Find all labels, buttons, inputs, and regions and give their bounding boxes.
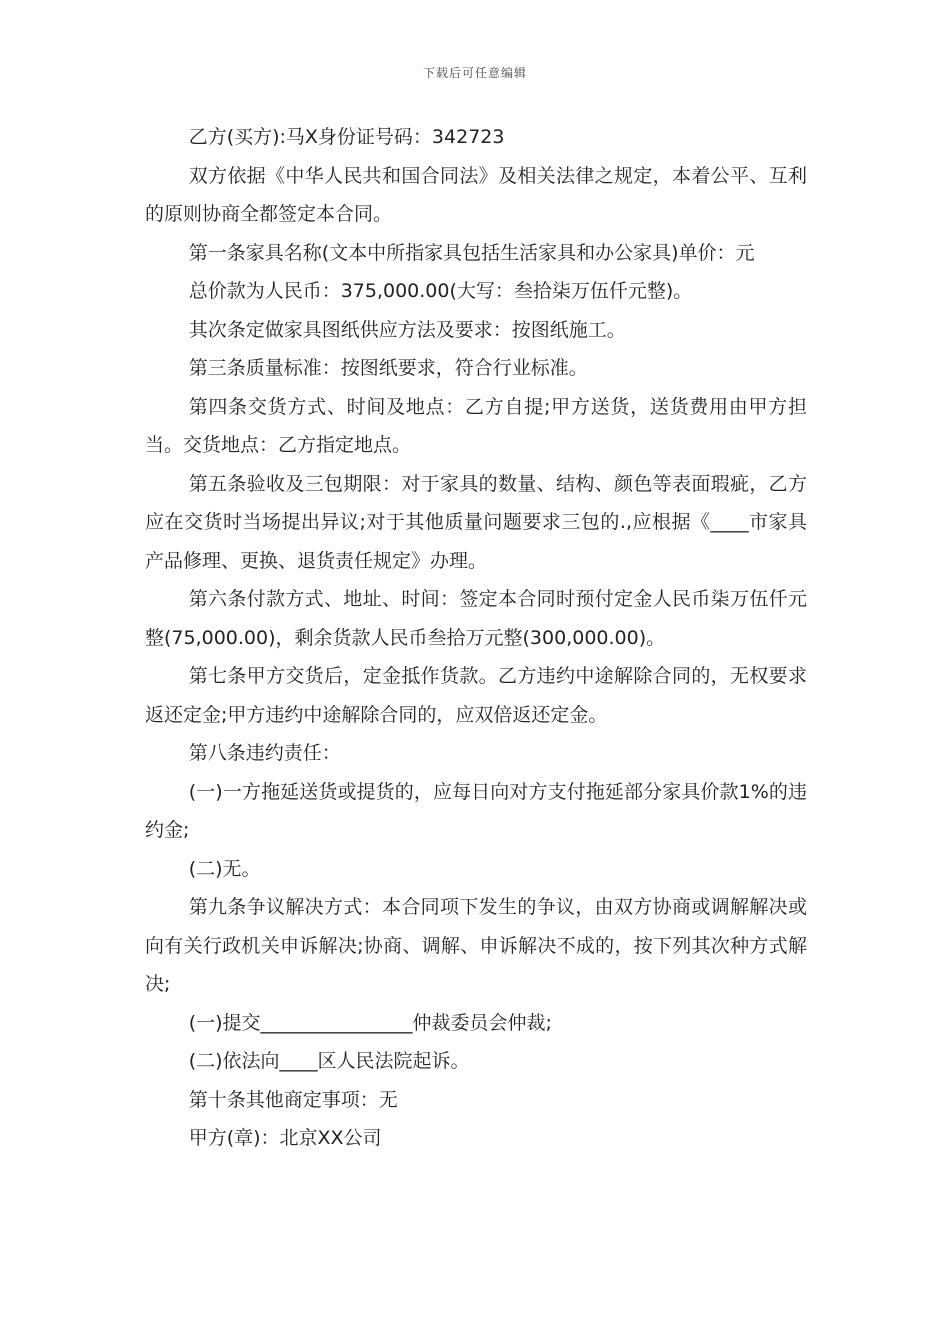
article-6-payment: 第六条付款方式、地址、时间：签定本合同时预付定金人民币柒万伍仟元整(75,000.00)，剩余货款人民币叁拾万元整(300,000.00)。 xyxy=(145,588,807,649)
article-9-item-2: (二)依法向____区人民法院起诉。 xyxy=(188,1050,470,1072)
header-note: 下载后可任意编辑 xyxy=(422,66,527,80)
total-price: 总价款为人民币：375,000.00(大写：叁拾柒万伍仟元整)。 xyxy=(188,280,693,302)
party-a-seal: 甲方(章)：北京XX公司 xyxy=(188,1127,382,1149)
article-8-item-2: (二)无。 xyxy=(188,857,261,880)
article-9-disputes: 第九条争议解决方式：本合同项下发生的争议，由双方协商或调解解决或向有关行政机关申诉解决;协商、调解、申诉解决不成的，按下列其次种方式解决; xyxy=(145,896,807,995)
article-8-liability: 第八条违约责任： xyxy=(188,742,341,764)
article-10-other: 第十条其他商定事项：无 xyxy=(188,1088,398,1111)
article-4-delivery: 第四条交货方式、时间及地点：乙方自提;甲方送货，送货费用由甲方担当。交货地点：乙方指定地点。 xyxy=(145,395,807,456)
article-5-acceptance: 第五条验收及三包期限：对于家具的数量、结构、颜色等表面瑕疵，乙方应在交货时当场提出异议;对于其他质量问题要求三包的.,应根据《____市家具产品修理、更换、退货责任规定》办理。 xyxy=(145,472,807,572)
article-9-item-1: (一)提交________________仲裁委员会仲裁; xyxy=(188,1011,552,1034)
article-2-drawings: 其次条定做家具图纸供应方法及要求：按图纸施工。 xyxy=(188,318,626,341)
article-8-item-1: (一)一方拖延送货或提货的，应每日向对方支付拖延部分家具价款1%的违约金; xyxy=(145,780,807,841)
article-7-deposit: 第七条甲方交货后，定金抵作货款。乙方违约中途解除合同的，无权要求返还定金;甲方违约中途解除合同的，应双倍返还定金。 xyxy=(145,665,807,726)
preamble: 双方依据《中华人民共和国合同法》及相关法律之规定，本着公平、互利的原则协商全都签定本合同。 xyxy=(145,164,807,225)
buyer-info: 乙方(买方):马X身份证号码：342723 xyxy=(188,126,505,148)
contract-body xyxy=(145,118,807,1158)
article-3-quality: 第三条质量标准：按图纸要求，符合行业标准。 xyxy=(188,357,588,379)
article-1-name-price: 第一条家具名称(文本中所指家具包括生活家具和办公家具)单价：元 xyxy=(188,241,755,264)
